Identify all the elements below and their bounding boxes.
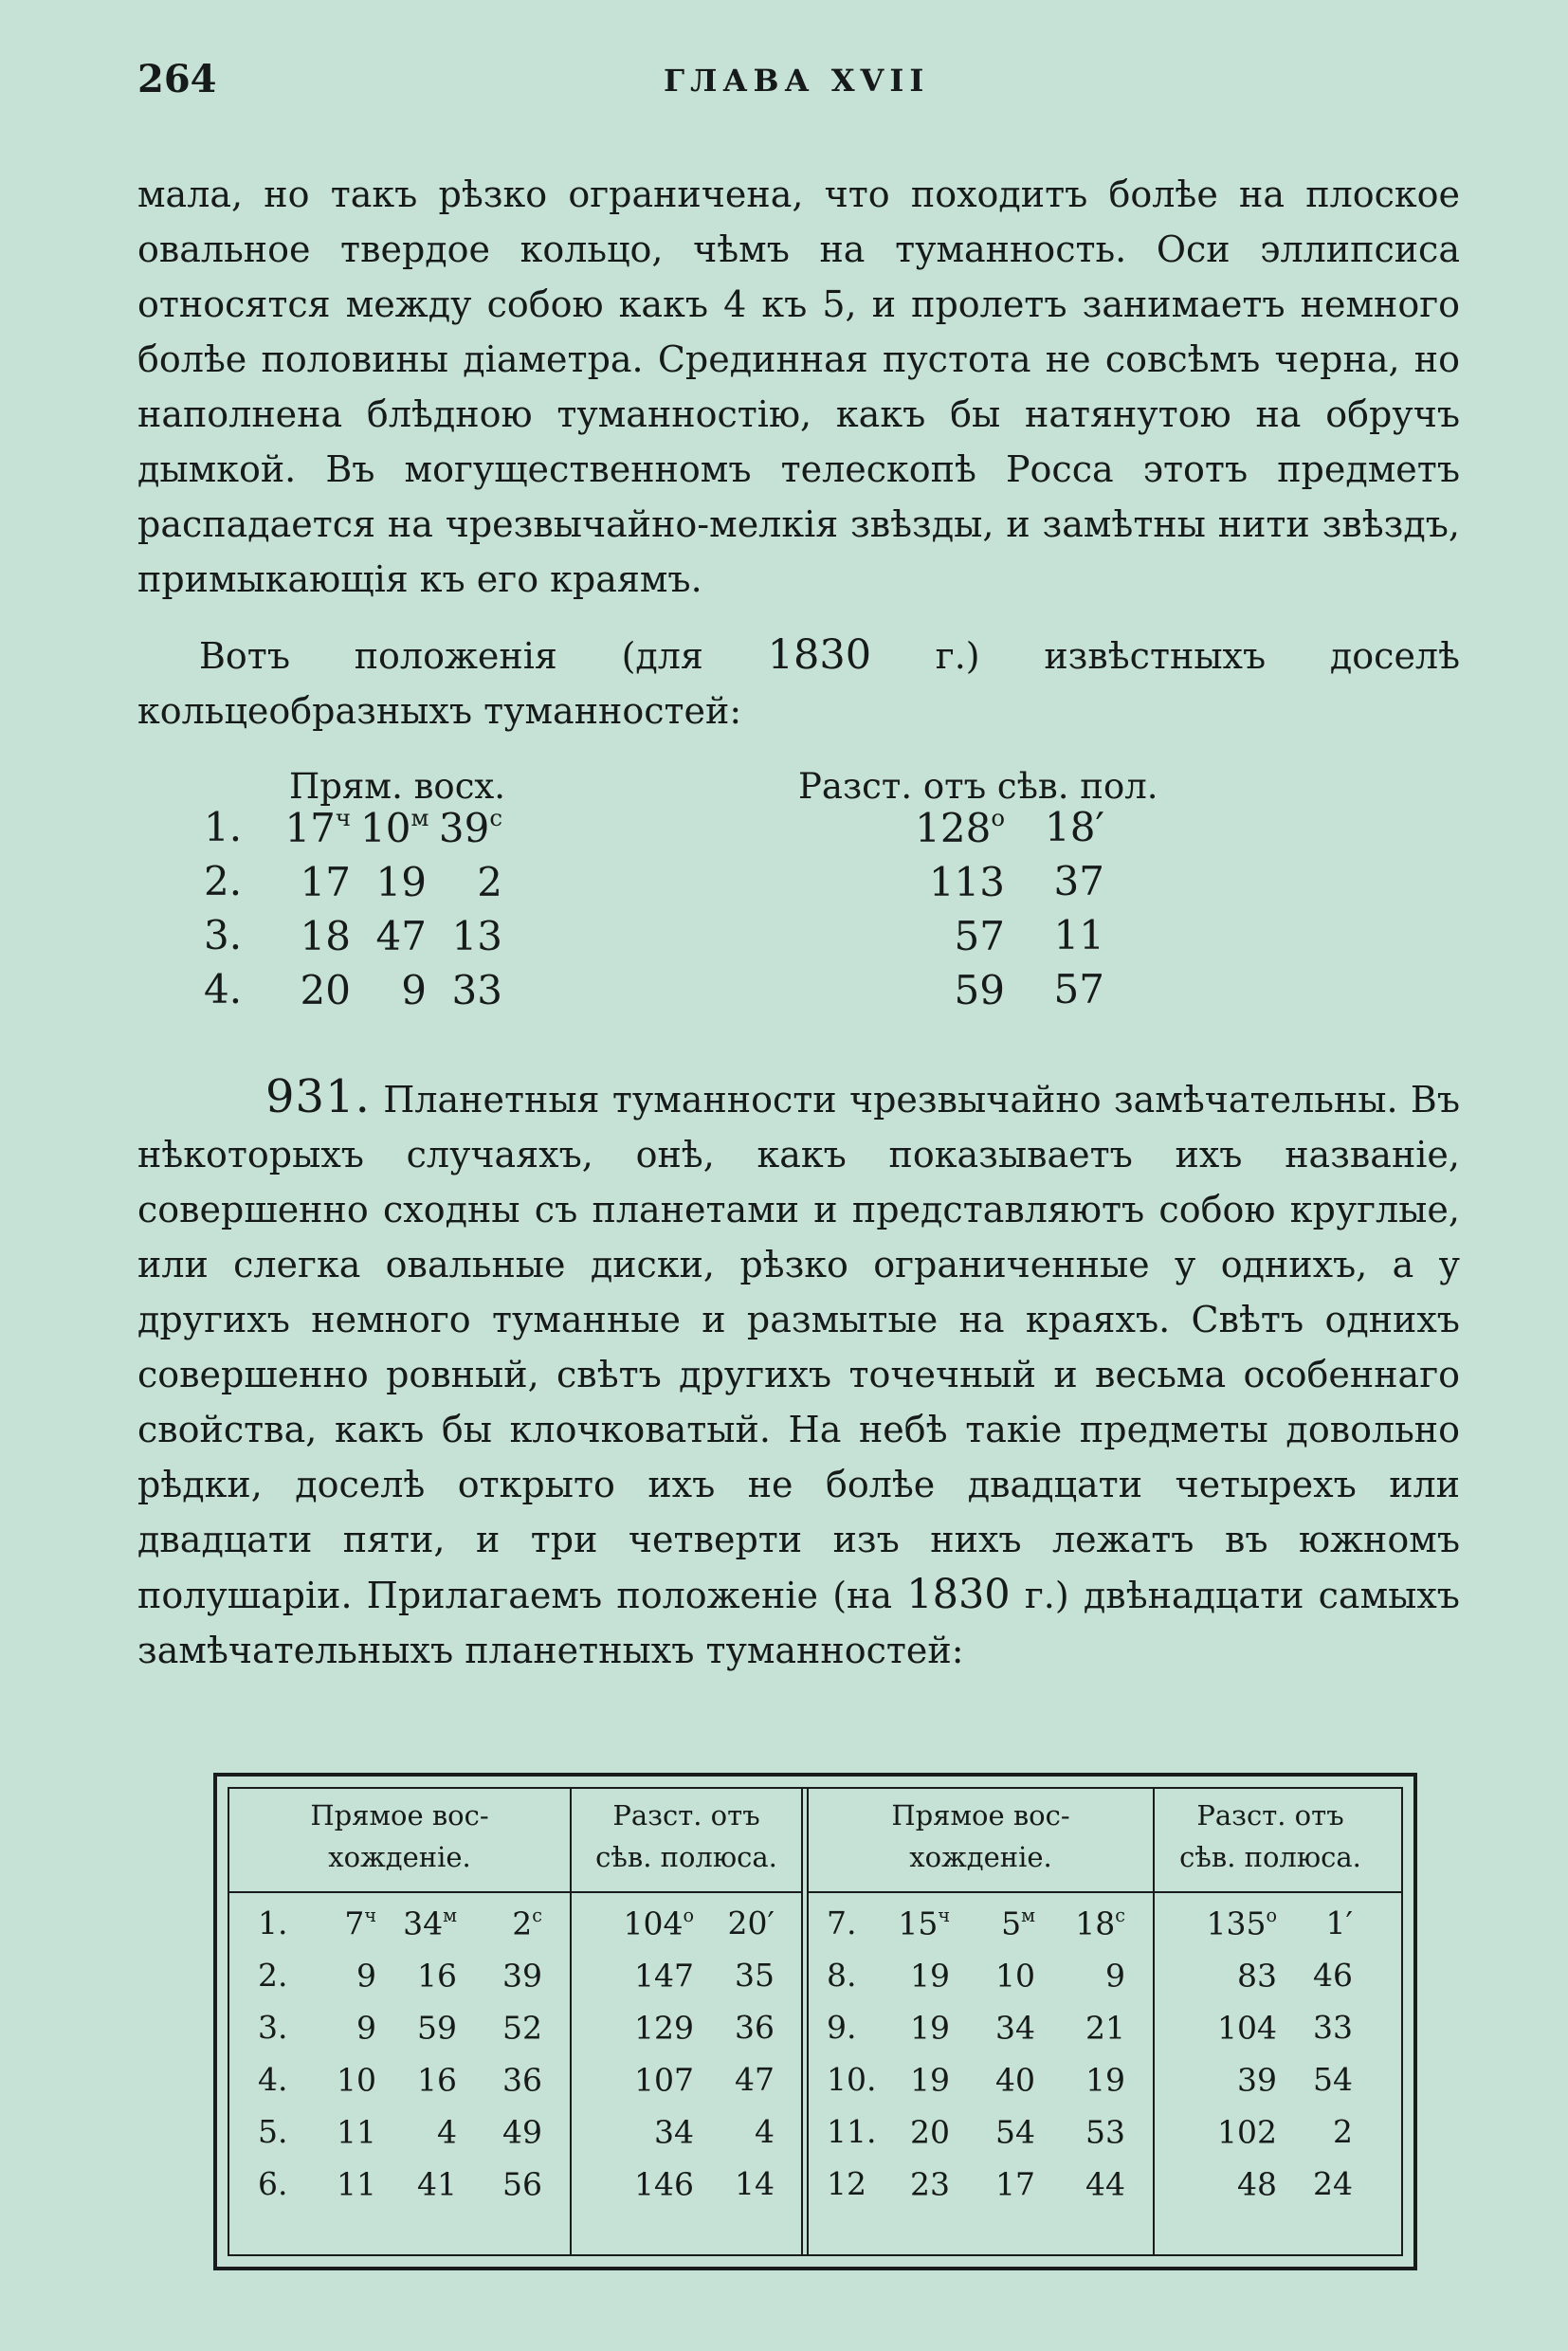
table-row <box>258 2113 798 2165</box>
ra-minutes: 16 <box>417 2061 457 2099</box>
ra-minutes: 47 <box>375 913 427 960</box>
ra-minutes: 17 <box>995 2165 1035 2203</box>
ra-hours: $7^ч$ <box>344 1904 376 1942</box>
dist-degrees: 48 <box>1237 2165 1277 2203</box>
dist-degrees: 83 <box>1237 1957 1277 1995</box>
dist-degrees: 59 <box>954 967 1005 1014</box>
ra-hours: 9 <box>356 1957 376 1995</box>
table-header-ra-right: Прямое вос- хожденіе. <box>891 1799 1070 1873</box>
row-index: 4. <box>204 966 243 1012</box>
table-frame <box>228 1787 1403 2256</box>
ra-minutes: 9 <box>401 967 427 1014</box>
header-rule <box>809 1891 1153 1893</box>
row-index: 4. <box>258 2061 288 2098</box>
dist-minutes: 20′ <box>727 1904 775 1941</box>
dist-degrees: 104 <box>1217 2009 1277 2047</box>
ra-seconds: 9 <box>1105 1957 1125 1995</box>
header-rule <box>572 1891 801 1893</box>
ra-seconds: 21 <box>1085 2009 1125 2047</box>
dist-degrees: $135^о$ <box>1206 1904 1277 1942</box>
ra-seconds: 44 <box>1085 2165 1125 2203</box>
dist-minutes: 11 <box>1053 912 1104 958</box>
ra-hours: $15^ч$ <box>898 1904 950 1942</box>
dist-minutes: 14 <box>735 2165 775 2202</box>
ra-hours: 19 <box>910 1957 950 1995</box>
ra-hours: 17 <box>300 859 351 906</box>
ra-seconds: 49 <box>502 2113 542 2151</box>
ra-minutes: 10 <box>995 1957 1035 1995</box>
ra-minutes: 34 <box>995 2009 1035 2047</box>
ra-seconds: 52 <box>502 2009 542 2047</box>
ra-hours: 10 <box>337 2061 376 2099</box>
table-row <box>827 2009 1395 2061</box>
table-row <box>827 2061 1395 2113</box>
dist-minutes: 37 <box>1053 858 1104 904</box>
table-header-ra-left: Прямое вос- хожденіе. <box>310 1799 489 1873</box>
table-header-dist-left: Разст. отъ сѣв. полюса. <box>595 1799 777 1873</box>
ra-hours: 20 <box>300 967 351 1014</box>
table-row <box>827 1957 1395 2009</box>
column-rule <box>801 1789 803 2254</box>
ra-minutes: 4 <box>437 2113 457 2151</box>
table-row <box>258 2009 798 2061</box>
dist-degrees: $128^о$ <box>915 804 1005 852</box>
dist-degrees: 146 <box>634 2165 694 2203</box>
dist-minutes: 18′ <box>1045 804 1104 850</box>
dist-degrees: 129 <box>634 2009 694 2047</box>
dist-minutes: 54 <box>1313 2061 1353 2098</box>
dist-minutes: 2 <box>1333 2113 1353 2150</box>
ra-hours: 11 <box>337 2165 376 2203</box>
dist-degrees: 147 <box>634 1957 694 1995</box>
table-row <box>258 1904 798 1957</box>
row-index: 11. <box>827 2113 877 2150</box>
header-rule <box>1155 1891 1401 1893</box>
ra-hours: 19 <box>910 2009 950 2047</box>
ra-seconds: 33 <box>451 967 502 1014</box>
row-index: 1. <box>258 1904 288 1941</box>
ra-hours: 18 <box>300 913 351 960</box>
ra-seconds: $18^с$ <box>1075 1904 1125 1942</box>
ra-minutes: 19 <box>375 859 427 906</box>
dist-degrees: 102 <box>1217 2113 1277 2151</box>
ring-table-row <box>204 966 1152 1021</box>
row-index: 7. <box>827 1904 857 1941</box>
ra-hours: 23 <box>910 2165 950 2203</box>
row-index: 3. <box>258 2009 288 2046</box>
ring-table-header-dist: Разст. отъ сѣв. пол. <box>798 766 1158 807</box>
ra-seconds: 19 <box>1085 2061 1125 2099</box>
ring-table-header-ra: Прям. восх. <box>289 766 506 807</box>
table-row <box>827 2165 1395 2217</box>
ra-minutes: 16 <box>417 1957 457 1995</box>
ra-hours: 20 <box>910 2113 950 2151</box>
year: 1830 <box>767 631 872 679</box>
paragraph-planetary-nebulae: 931. Планетныя туманности чрезвычайно замѣчательны. Въ нѣкоторыхъ случаяхъ, онѣ, какъ показываетъ ихъ названіе, совершенно сходны съ планетами и представляютъ собою круглые, или слегка овальные диски, рѣзко ограниченные у однихъ, а у другихъ немного туманные и размытые на краяхъ. Свѣтъ однихъ совершенно ровный, свѣтъ другихъ точечный и весьма особеннаго свойства, какъ бы клочковатый. На небѣ такіе предметы довольно рѣдки, доселѣ открыто ихъ не болѣе двадцати четырехъ или двадцати пяти, и три четверти изъ нихъ лежатъ въ южномъ полушаріи. Прилагаемъ положеніе (на 1830 г.) двѣнадцати самыхъ замѣчательныхъ планетныхъ туманностей: <box>137 1070 1460 1671</box>
row-index: 1. <box>204 804 243 850</box>
dist-degrees: 39 <box>1237 2061 1277 2099</box>
dist-minutes: 36 <box>735 2009 775 2046</box>
ring-table-row <box>204 912 1152 967</box>
dist-minutes: 46 <box>1313 1957 1353 1994</box>
table-row <box>827 1904 1395 1957</box>
ra-minutes: 41 <box>417 2165 457 2203</box>
paragraph-ring-positions-intro: Вотъ положенія (для 1830 г.) извѣстныхъ доселѣ кольцеобразныхъ туманностей: <box>137 631 1460 732</box>
dist-minutes: 24 <box>1313 2165 1353 2202</box>
ring-table-row <box>204 858 1152 913</box>
table-row <box>258 2061 798 2113</box>
ra-seconds: 53 <box>1085 2113 1125 2151</box>
ra-hours: $17^ч$ <box>284 804 351 852</box>
ra-seconds: 2 <box>477 859 502 906</box>
row-index: 12 <box>827 2165 866 2202</box>
running-header <box>137 57 1465 114</box>
ra-seconds: 13 <box>451 913 502 960</box>
planetary-nebulae-table <box>213 1773 1417 2270</box>
ra-minutes: 40 <box>995 2061 1035 2099</box>
dist-minutes: 35 <box>735 1957 775 1994</box>
ra-hours: 9 <box>356 2009 376 2047</box>
ra-seconds: 56 <box>502 2165 542 2203</box>
row-index: 5. <box>258 2113 288 2150</box>
row-index: 8. <box>827 1957 857 1994</box>
ra-minutes: 54 <box>995 2113 1035 2151</box>
dist-degrees: 57 <box>954 913 1005 960</box>
row-index: 10. <box>827 2061 877 2098</box>
ra-minutes: $34^м$ <box>403 1904 457 1942</box>
table-row <box>827 2113 1395 2165</box>
dist-degrees: 34 <box>654 2113 694 2151</box>
dist-degrees: 113 <box>928 859 1005 906</box>
ra-hours: 19 <box>910 2061 950 2099</box>
dist-minutes: 4 <box>755 2113 775 2150</box>
dist-minutes: 33 <box>1313 2009 1353 2046</box>
ra-seconds: $2^с$ <box>512 1904 542 1942</box>
row-index: 3. <box>204 912 243 958</box>
section-number: 931. <box>265 1070 371 1123</box>
row-index: 2. <box>258 1957 288 1994</box>
dist-minutes: 57 <box>1053 966 1104 1012</box>
dist-degrees: $104^о$ <box>623 1904 694 1942</box>
table-row <box>258 2165 798 2217</box>
ra-seconds: $39^с$ <box>438 804 502 852</box>
header-rule <box>229 1891 570 1893</box>
ra-minutes: $5^м$ <box>1001 1904 1035 1942</box>
ra-seconds: 36 <box>502 2061 542 2099</box>
dist-minutes: 47 <box>735 2061 775 2098</box>
ring-table-row <box>204 804 1152 859</box>
chapter-title: ГЛАВА XVII <box>664 63 930 99</box>
row-index: 2. <box>204 858 243 904</box>
ra-minutes: $10^м$ <box>360 804 429 852</box>
ra-seconds: 39 <box>502 1957 542 1995</box>
dist-degrees: 107 <box>634 2061 694 2099</box>
page-number: 264 <box>137 57 217 101</box>
row-index: 9. <box>827 2009 857 2046</box>
ra-minutes: 59 <box>417 2009 457 2047</box>
year: 1830 <box>906 1571 1011 1618</box>
table-header-dist-right: Разст. отъ сѣв. полюса. <box>1179 1799 1361 1873</box>
table-row <box>258 1957 798 2009</box>
row-index: 6. <box>258 2165 288 2202</box>
dist-minutes: 1′ <box>1325 1904 1353 1941</box>
paragraph-ring-description: мала, но такъ рѣзко ограничена, что походитъ болѣе на плоское овальное твердое кольцо, чѣмъ на туманность. Оси эллипсиса относятся между собою какъ 4 къ 5, и пролетъ занимаетъ немного болѣе половины діаметра. Срединная пустота не совсѣмъ черна, но наполнена блѣдною туманностію, какъ бы натянутою на обручъ дымкой. Въ могущественномъ телескопѣ Росса этотъ предметъ распадается на чрезвычайно-мелкія звѣзды, и замѣтны нити звѣздъ, примыкающія къ его краямъ. <box>137 173 1460 600</box>
ra-hours: 11 <box>337 2113 376 2151</box>
